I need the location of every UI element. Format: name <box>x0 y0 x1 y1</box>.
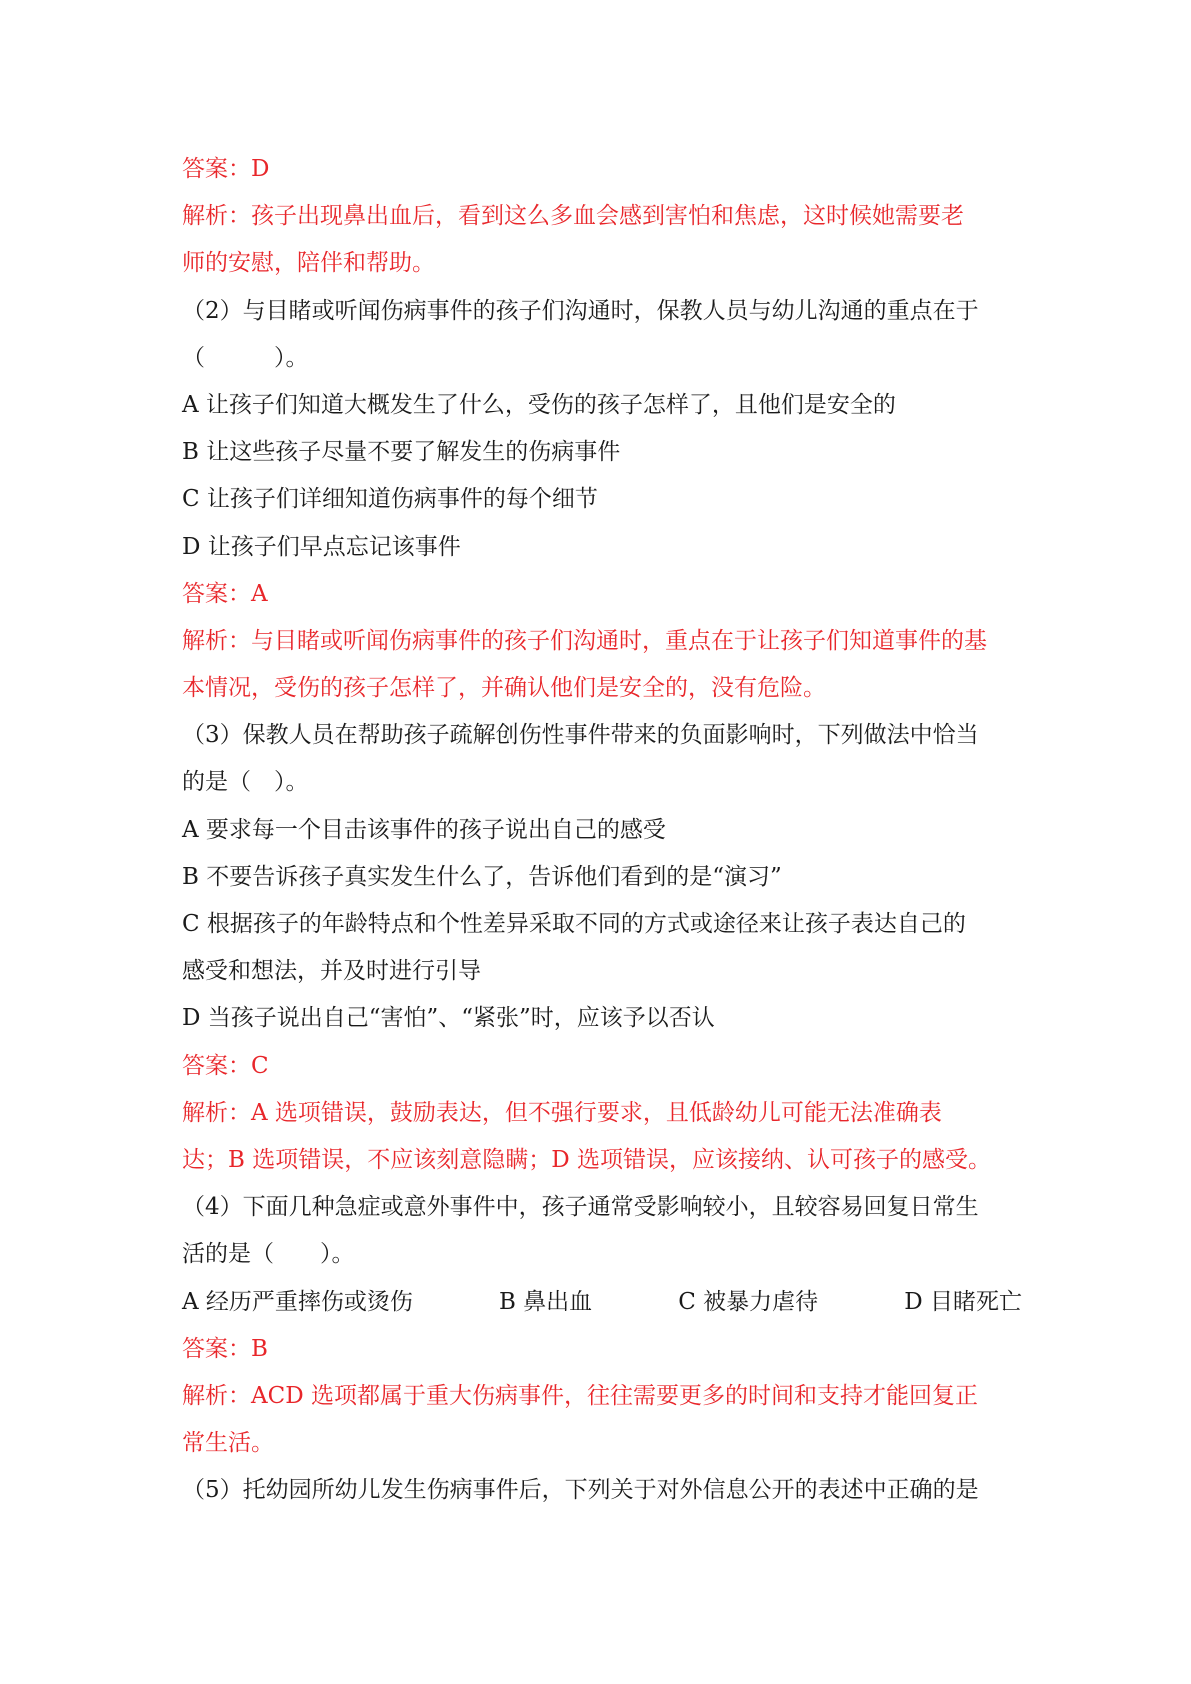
q4-option-d: D 目睹死亡 <box>904 1288 1022 1315</box>
option-line: A 让孩子们知道大概发生了什么，受伤的孩子怎样了，且他们是安全的 <box>182 391 896 418</box>
answer-line: 答案：A <box>182 580 268 607</box>
analysis-line: 达；B 选项错误，不应该刻意隐瞒；D 选项错误，应该接纳、认可孩子的感受。 <box>182 1146 991 1173</box>
question-line: 活的是（ ）。 <box>182 1241 355 1268</box>
option-line: 感受和想法，并及时进行引导 <box>182 958 481 985</box>
analysis-line: 师的安慰，陪伴和帮助。 <box>182 250 435 277</box>
analysis-line: 解析：孩子出现鼻出血后，看到这么多血会感到害怕和焦虑，这时候她需要老 <box>182 203 964 230</box>
q4-options-row <box>182 1279 1022 1326</box>
analysis-line: 解析：与目睹或听闻伤病事件的孩子们沟通时，重点在于让孩子们知道事件的基 <box>182 627 987 654</box>
document-tail <box>182 1326 1022 1515</box>
question-line: （5）托幼园所幼儿发生伤病事件后，下列关于对外信息公开的表述中正确的是 <box>182 1477 979 1504</box>
analysis-line: 解析：A 选项错误，鼓励表达，但不强行要求，且低龄幼儿可能无法准确表 <box>182 1099 942 1126</box>
document-body <box>182 146 1022 1279</box>
question-line: （3）保教人员在帮助孩子疏解创伤性事件带来的负面影响时，下列做法中恰当 <box>182 722 979 749</box>
answer-line: 答案：D <box>182 156 270 182</box>
analysis-line: 解析：ACD 选项都属于重大伤病事件，往往需要更多的时间和支持才能回复正 <box>182 1382 978 1409</box>
q4-option-a: A 经历严重摔伤或烫伤 <box>182 1288 413 1315</box>
option-line: D 让孩子们早点忘记该事件 <box>182 533 461 560</box>
answer-line: 答案：C <box>182 1052 269 1079</box>
question-line: （4）下面几种急症或意外事件中，孩子通常受影响较小，且较容易回复日常生 <box>182 1194 979 1221</box>
question-line: （2）与目睹或听闻伤病事件的孩子们沟通时，保教人员与幼儿沟通的重点在于 <box>182 297 979 324</box>
option-line: C 根据孩子的年龄特点和个性差异采取不同的方式或途径来让孩子表达自己的 <box>182 911 966 937</box>
option-line: B 不要告诉孩子真实发生什么了，告诉他们看到的是“演习” <box>182 863 782 890</box>
option-line: C 让孩子们详细知道伤病事件的每个细节 <box>182 486 598 513</box>
document-page <box>182 146 1022 1514</box>
answer-line: 答案：B <box>182 1335 268 1362</box>
q4-option-c: C 被暴力虐待 <box>678 1288 819 1315</box>
q4-option-b: B 鼻出血 <box>498 1288 593 1315</box>
question-line: （ ）。 <box>182 344 309 371</box>
option-line: A 要求每一个目击该事件的孩子说出自己的感受 <box>182 816 666 843</box>
question-line: 的是（ ）。 <box>182 769 309 796</box>
analysis-line: 本情况，受伤的孩子怎样了，并确认他们是安全的，没有危险。 <box>182 675 826 702</box>
analysis-line: 常生活。 <box>182 1430 274 1457</box>
option-line: D 当孩子说出自己“害怕”、“紧张”时，应该予以否认 <box>182 1005 715 1032</box>
option-line: B 让这些孩子尽量不要了解发生的伤病事件 <box>182 439 621 466</box>
